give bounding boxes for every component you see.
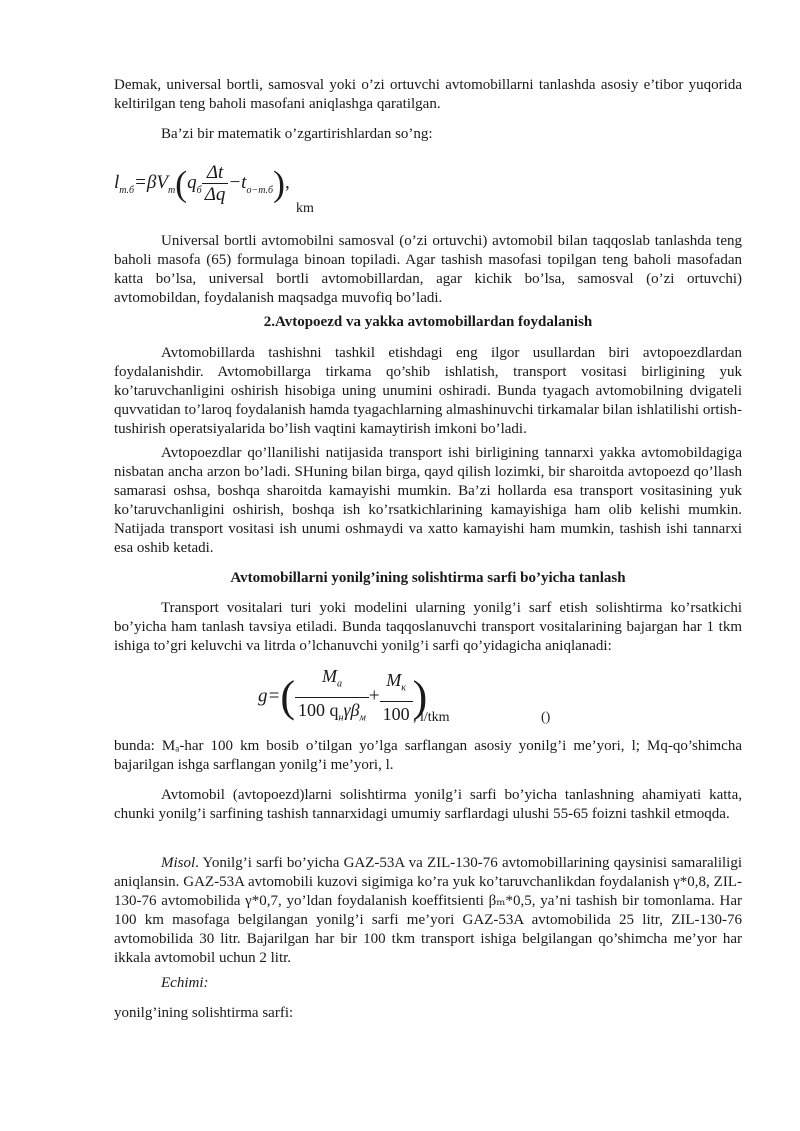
formula2-equation-number: ()	[541, 710, 551, 725]
paragraph-fuel-intro: Transport vositalari turi yoki modelini ularning yonilg’i sarf etish solishtirma ko’rsatkichi bo’yicha ham tanlash tavsiya etiladi. Bunda taqqoslanuvchi transport vositalarining bajargan har 1 tkm ishiga to’gri keluvchi va litrda o’lchanuvchi yonilg’i sarfi qo’yidagicha aniqlanadi:	[114, 600, 742, 654]
formula2-m-k-sub: к	[401, 682, 406, 694]
paragraph-autotrain: Avtomobillarda tashishni tashkil etishdagi eng ilgor usullardan biri avtopoezdlardan foydalanishdir. Avtomobillarga tirkama qo’shib ishlatish, transport vositasi birligining yuk ko’taruvchanligini oshirish hisobiga uning unumini oshiradi. Bunda tyagach avtomobilning dvigateli quvvatidan to’laroq foydalanish hamda tyagachlarning almashinuvchi tirkamalar bilan ishlatilishi ortish-tushirish operatsiyalarida bo’lish vaqtini kamaytirish imkoni bo’ladi.	[114, 345, 742, 437]
formula2-fraction-extra	[380, 668, 413, 726]
formula1-minus-t: −t	[228, 172, 247, 193]
paragraph-intro: Demak, universal bortli, samosval yoki o’zi ortuvchi avtomobillarni tanlashda asosiy e’tibor yuqorida keltirilgan teng baholi masofani aniqlashga qaratilgan.	[114, 77, 742, 112]
formula1-lhs-sub: m.б	[119, 184, 135, 196]
paragraph-cost: Avtopoezdlar qo’llanilishi natijasida transport ishi birligining tannarxi yakka avtomobildagiga nisbatan ancha arzon bo’ladi. SHuning bilan birga, qayd qilish lozimki, bir sharoitda avtopoezd qo’llash samarasi oshsa, boshqa sharoitda kamayishi mumkin. Ba’zi hollarda esa transport vositasining yuk ko’taruvchanligini oshirish, boshqa ish ko’rsatkichlarining kamayishiga ham olib kelishi mumkin. Natijada transport vositasi ish unumi oshmaydi va xatto kamayishi ham mumkin, tashish ishi tannarxi esa oshib ketadi.	[114, 445, 742, 556]
formula1-v-sub: m	[167, 184, 176, 196]
example-label: Misol	[161, 855, 196, 871]
formula2-fraction-main	[295, 664, 369, 730]
formula2-unit: , l/tkm	[413, 710, 450, 725]
formula1-eq: =βV	[134, 172, 168, 193]
formula1-q: q	[187, 172, 197, 193]
formula2-den-100q: 100 q	[297, 699, 339, 720]
section-heading-autotrain: 2.Avtopoezd va yakka avtomobillardan foydalanish	[263, 314, 593, 330]
formula2-paren-open: (	[280, 672, 295, 722]
formula1-q-sub: б	[196, 184, 202, 196]
formula1-denominator: Δq	[204, 184, 226, 206]
section-heading-fuel: Avtomobillarni yonilg’ining solishtirma sarfi bo’yicha tanlash	[230, 570, 626, 586]
paragraph-importance: Avtomobil (avtopoezd)larni solishtirma yonilg’i sarfi bo’yicha tanlashning ahamiyati katta, chunki yonilg’i sarfining tashish tannarxidagi umumiy sarflardagi ulushi 55-65 foizni tashkil etmoqda.	[114, 787, 742, 822]
formula2-m-a-sub: a	[336, 678, 342, 690]
formula2-paren-close: )	[412, 672, 428, 722]
paragraph-transform: Ba’zi bir matematik o’zgartirishlardan so’ng:	[161, 126, 433, 142]
formula1-numerator: Δt	[202, 162, 229, 184]
formula1-fraction	[202, 162, 229, 205]
formula1-lhs: l	[114, 172, 120, 193]
formula2-denominator-main	[295, 698, 369, 731]
formula2-plus: +	[368, 685, 380, 707]
paragraph-specific-consumption: yonilg’ining solishtirma sarfi:	[114, 1005, 294, 1021]
formula2-m-a: M	[321, 666, 337, 686]
paragraph-where: bunda: Mₐ-har 100 km bosib o’tilgan yo’lga sarflangan asosiy yonilg’i me’yori, l; Mq-qo’shimcha bajarilgan ishga sarflangan yonilg’i me’yori, l.	[114, 738, 742, 773]
formula2-den-sub-m: м	[359, 712, 366, 724]
formula2-den-gamma-beta: γβ	[343, 699, 360, 720]
formula1-comma: ,	[284, 172, 290, 193]
formula2-m-k: M	[386, 670, 402, 691]
formula2-numerator-main	[295, 664, 369, 698]
paragraph-solution-label: Echimi:	[161, 975, 209, 991]
example-text: . Yonilg’i sarfi bo’yicha GAZ-53A va ZIL-130-76 avtomobillarining qaysinisi samaraliligi aniqlansin. GAZ-53A avtomobili kuzovi sigimiga ko’ra yuk ko’taruvchanlikdan foydalanish γ*0,8, ZIL-130-76 avtomobilida γ*0,7, yo’ldan foydalanish koeffitsienti βₘ*0,5, ya’ni tashish bir tomonlama. Har 100 km masofaga belgilangan yonilg’i sarfi me’yori GAZ-53A avtomobilida 25 litr, ZIL-130-76 avtomobilida 30 litr. Bajarilgan har bir 100 tkm transport ishiga belgilangan qo’shimcha me’yor har ikkala avtomobil uchun 2 litr.	[114, 855, 742, 966]
formula1-t-sub: o−m.б	[246, 184, 273, 196]
formula2-lhs: g=	[258, 685, 281, 707]
paragraph-example	[114, 854, 742, 968]
formula2-denominator-extra: 100	[382, 703, 410, 724]
formula1-paren-close: )	[272, 163, 285, 204]
formula1-paren-open: (	[175, 163, 188, 204]
formula1-unit: km	[296, 201, 314, 216]
formula2-den-sub-n: н	[338, 712, 344, 724]
formula2-numerator-extra	[380, 668, 413, 702]
paragraph-universal: Universal bortli avtomobilni samosval (o’zi ortuvchi) avtomobil bilan taqqoslab tanlashda teng baholi masofa (65) formulaga binoan topiladi. Agar tashish masofasi topilgan teng baholi masofadan katta bo’lsa, universal bortli avtomobillardan, agar kichik bo’lsa, samosval (o’zi ortuvchi) avtomobildan, foydalanish maqsadga muvofiq bo’ladi.	[114, 233, 742, 306]
